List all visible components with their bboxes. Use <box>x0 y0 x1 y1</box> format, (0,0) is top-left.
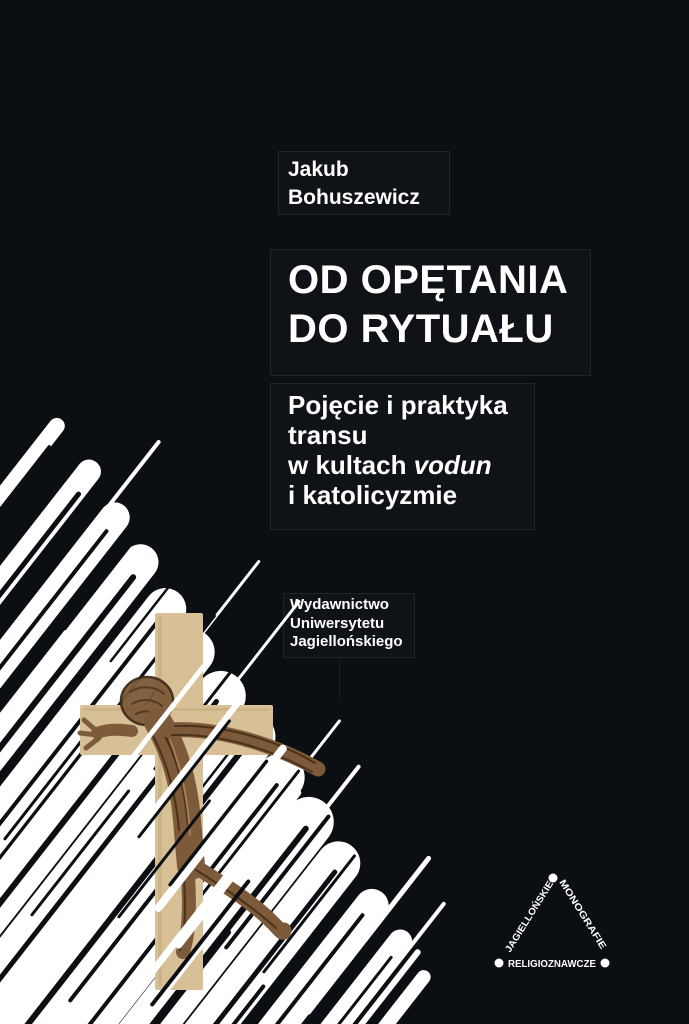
logo-apex-dot <box>549 874 558 883</box>
author-box <box>278 151 450 215</box>
author-name-line1: Jakub <box>288 158 349 181</box>
subtitle-line3-italic: vodun <box>413 450 492 480</box>
logo-right-dot <box>601 959 610 968</box>
author-name-line2: Bohuszewicz <box>288 186 420 209</box>
subtitle-line1: Pojęcie i praktyka <box>288 390 508 420</box>
book-title-line1: OD OPĘTANIA <box>288 258 569 302</box>
subtitle-line3-prefix: w kultach <box>288 450 414 480</box>
subtitle-line3 <box>288 450 534 480</box>
subtitle-line2: transu <box>288 420 368 450</box>
publisher-line1: Wydawnictwo <box>290 596 389 613</box>
logo-word-right: MONOGRAFIE <box>556 877 601 940</box>
publisher-line2: Uniwersytetu <box>290 614 385 632</box>
subtitle-box <box>270 383 535 530</box>
logo-word-bottom: RELIGIOZNAWCZE <box>508 958 596 970</box>
series-logo <box>460 850 680 990</box>
publisher-box <box>283 593 415 658</box>
title-box <box>270 249 591 376</box>
book-title-line2: DO RYTUAŁU <box>288 307 554 351</box>
logo-left-dot <box>495 959 504 968</box>
logo-word-left: JAGIELLOŃSKIE <box>503 883 554 955</box>
grid-line <box>339 659 340 703</box>
publisher-line3: Jagiellońskiego <box>290 633 403 650</box>
subtitle-line4: i katolicyzmie <box>288 480 458 510</box>
